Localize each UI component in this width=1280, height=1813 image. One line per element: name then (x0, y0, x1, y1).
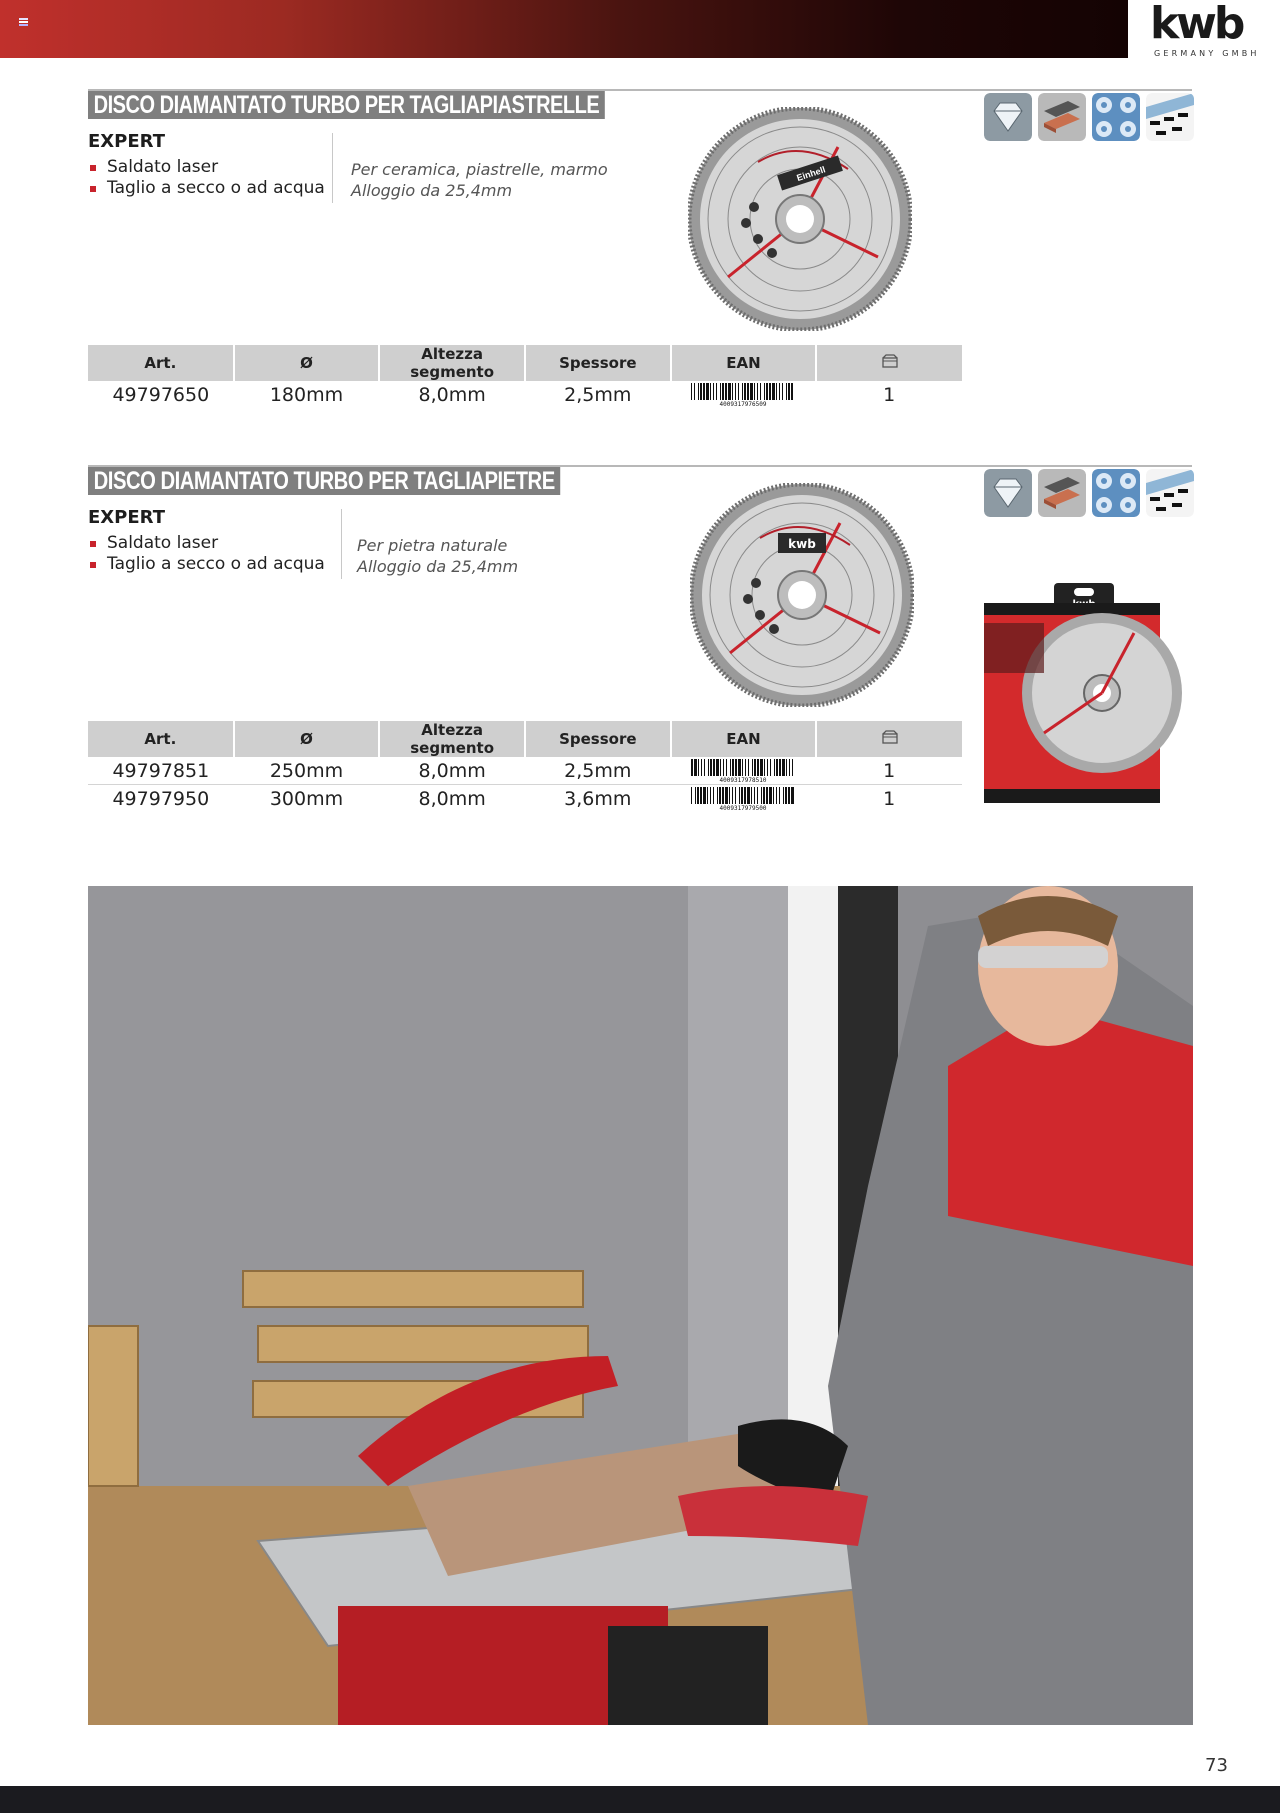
usage-line: Per pietra naturale (357, 536, 508, 555)
product-grade: EXPERT (88, 507, 165, 528)
spec-table (88, 721, 962, 812)
brand-logo-text: kwb (1150, 0, 1243, 49)
diamond-icon (984, 469, 1032, 517)
pack-quantity: 1 (883, 383, 896, 406)
usage-notes (357, 535, 518, 577)
feature-item: Taglio a secco o ad acqua (88, 554, 325, 575)
article-number: 49797650 (112, 383, 210, 406)
product-package-image (984, 583, 1184, 803)
thickness: 2,5mm (525, 757, 671, 785)
tile-saw-usage-photo (88, 886, 1193, 1725)
brand-logo-subtitle: GERMANY GMBH (1154, 49, 1260, 58)
feature-item: Saldato laser (88, 157, 325, 178)
ean-barcode (671, 785, 817, 813)
header-band (0, 0, 1128, 58)
pack-quantity: 1 (883, 787, 896, 810)
feature-item: Saldato laser (88, 533, 325, 554)
usage-line: Alloggio da 25,4mm (357, 557, 519, 576)
ceramic-tile-icon (1092, 93, 1140, 141)
brand-logo (1128, 0, 1280, 66)
table-row (88, 785, 962, 813)
column-header: Altezza segmento (379, 721, 525, 757)
diameter: 300mm (269, 787, 344, 810)
article-number: 49797851 (88, 757, 234, 785)
table-header-row (88, 345, 962, 381)
column-header: Ø (234, 721, 380, 757)
application-icons (984, 93, 1192, 143)
package-unit-icon (816, 721, 962, 757)
column-header: EAN (671, 345, 817, 381)
segment-height: 8,0mm (418, 787, 486, 810)
article-number: 49797950 (112, 787, 210, 810)
diameter: 250mm (234, 757, 380, 785)
feature-item: Taglio a secco o ad acqua (88, 178, 325, 199)
product-section-stone (88, 465, 1192, 825)
column-header: Art. (88, 345, 234, 381)
segment-height: 8,0mm (418, 383, 486, 406)
thickness: 2,5mm (564, 383, 632, 406)
application-icons (984, 469, 1192, 519)
product-grade: EXPERT (88, 131, 165, 152)
diamond-icon (984, 93, 1032, 141)
spec-table (88, 345, 962, 408)
blade-brand-label: kwb (788, 537, 816, 551)
ean-number: 4009317979500 (719, 804, 767, 811)
ean-barcode (671, 757, 817, 785)
flag-icon (19, 18, 28, 26)
thickness: 3,6mm (564, 787, 632, 810)
pack-quantity: 1 (816, 757, 962, 785)
column-header: Ø (234, 345, 380, 381)
divider (332, 133, 333, 203)
usage-line: Alloggio da 25,4mm (351, 181, 513, 200)
segment-height: 8,0mm (379, 757, 525, 785)
footer-band (0, 1786, 1280, 1813)
section-title: DISCO DIAMANTATO TURBO PER TAGLIAPIASTRELLE (88, 91, 605, 119)
column-header: Altezza segmento (379, 345, 525, 381)
column-header: Spessore (525, 345, 671, 381)
divider (341, 509, 342, 579)
wet-dry-cutting-icon (1146, 469, 1194, 517)
product-section-tiles (88, 89, 1192, 409)
diameter: 180mm (269, 383, 344, 406)
table-row (88, 757, 962, 785)
wet-dry-cutting-icon (1146, 93, 1194, 141)
section-title: DISCO DIAMANTATO TURBO PER TAGLIAPIETRE (88, 467, 560, 495)
table-header-row (88, 721, 962, 757)
usage-notes (351, 159, 608, 201)
ean-number: 4009317978510 (719, 776, 767, 783)
column-header: Spessore (525, 721, 671, 757)
column-header: Art. (88, 721, 234, 757)
table-row (88, 381, 962, 408)
diamond-blade-image (690, 483, 914, 707)
ean-barcode (671, 381, 817, 408)
page-number: 73 (1205, 1755, 1228, 1776)
blade-brand-label: Einhell (795, 164, 827, 184)
feature-list (88, 533, 325, 575)
feature-list (88, 157, 325, 199)
tile-brick-icon (1038, 93, 1086, 141)
ean-number: 4009317976509 (719, 400, 767, 407)
diamond-blade-image (688, 107, 912, 331)
column-header: EAN (671, 721, 817, 757)
tile-brick-icon (1038, 469, 1086, 517)
ceramic-tile-icon (1092, 469, 1140, 517)
usage-line: Per ceramica, piastrelle, marmo (351, 160, 608, 179)
package-unit-icon (816, 345, 962, 381)
